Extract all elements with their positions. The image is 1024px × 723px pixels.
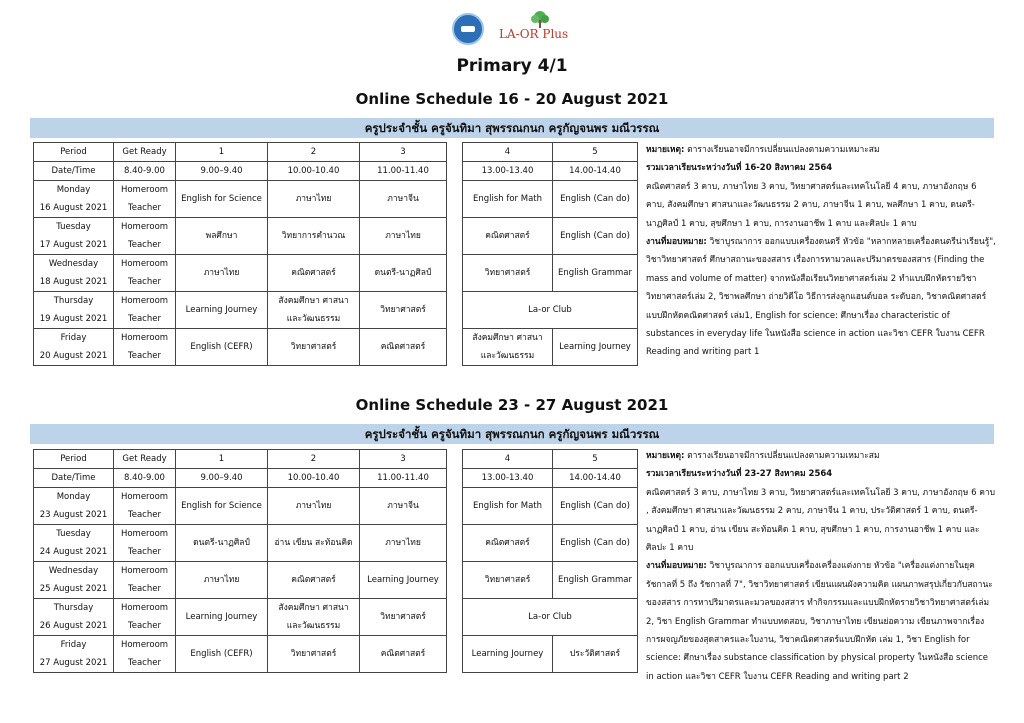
header-cell: 4 (463, 450, 553, 469)
total-hours-label: รวมเวลาเรียนระหว่างวันที่ 23-27 สิงหาคม 2564 (646, 469, 833, 480)
subject-cell: วิทยาศาสตร์ (360, 292, 447, 329)
header-cell: Period (34, 450, 114, 469)
subject-cell: English (Can do) (553, 488, 638, 525)
subject-cell: คณิตศาสตร์ (463, 525, 553, 562)
schedule-title: Online Schedule 16 - 20 August 2021 (355, 90, 669, 108)
lunch-gap (447, 450, 463, 673)
time-cell: 14.00-14.40 (553, 162, 638, 181)
total-hours-text: คณิตศาสตร์ 3 คาบ, ภาษาไทย 3 คาบ, วิทยาศาสตร์และเทคโนโลยี 3 คาบ, ภาษาอังกฤษ 6 คาบ , สังคมศึกษา ศาสนาและวัฒนธรรม 2 คาบ, ภาษาจีน 1 คาบ, ประวัติศาสตร์ 1 คาบ, ดนตรี-นาฏศิลป์ 1 คาบ, อ่าน เขียน สะท้อนคิด 1 คาบ, สุขศึกษา 1 คาบ, การงานอาชีพ 1 คาบ และ ศิลปะ 1 คาบ (646, 487, 996, 554)
subject-cell: ภาษาไทย (176, 562, 268, 599)
time-cell: 10.00-10.40 (268, 469, 360, 488)
subject-cell: วิทยาศาสตร์ (463, 255, 553, 292)
subject-cell: English (Can do) (553, 525, 638, 562)
subject-cell: ภาษาไทย (176, 255, 268, 292)
day-cell: Wednesday 18 August 2021 (34, 255, 114, 292)
homeroom-cell: Homeroom Teacher (114, 599, 176, 636)
subject-cell: วิทยาศาสตร์ (463, 562, 553, 599)
time-cell: Date/Time (34, 469, 114, 488)
subject-cell: English (CEFR) (176, 636, 268, 673)
subject-cell: ภาษาไทย (268, 181, 360, 218)
time-cell: 8.40-9.00 (114, 469, 176, 488)
day-cell: Tuesday 17 August 2021 (34, 218, 114, 255)
subject-cell: English (Can do) (553, 181, 638, 218)
table-row (34, 636, 638, 673)
homeroom-cell: Homeroom Teacher (114, 329, 176, 366)
table-row (34, 255, 638, 292)
page-title: Primary 4/1 (456, 56, 568, 76)
day-cell: Monday 23 August 2021 (34, 488, 114, 525)
time-cell: 11.00-11.40 (360, 469, 447, 488)
subject-cell: คณิตศาสตร์ (268, 255, 360, 292)
time-row (34, 469, 638, 488)
time-cell: 14.00-14.40 (553, 469, 638, 488)
subject-cell: English for Science (176, 488, 268, 525)
subject-cell: English (CEFR) (176, 329, 268, 366)
subject-cell: ภาษาจีน (360, 181, 447, 218)
homeroom-cell: Homeroom Teacher (114, 488, 176, 525)
header-cell: 3 (360, 143, 447, 162)
schedule-table (33, 449, 638, 673)
subject-cell: สังคมศึกษา ศาสนา และวัฒนธรรม (268, 599, 360, 636)
time-cell: 8.40-9.00 (114, 162, 176, 181)
header-cell: 1 (176, 450, 268, 469)
remark-label: หมายเหตุ: (646, 451, 685, 461)
subject-cell: Learning Journey (463, 636, 553, 673)
day-cell: Friday 20 August 2021 (34, 329, 114, 366)
assignment-text: วิชาบูรณาการ ออกแบบเครื่องดนตรี หัวข้อ "หลากหลายเครื่องดนตรีน่าเรียนรู้", วิชาวิทยาศาสตร์ ศึกษาสถานะของสสาร เรื่องการหามวลและปริมาตรของสสาร (Finding the mass and volume of matter) จากหนังสือเรียนวิทยาศาสตร์เล่ม 2 ทำแบบฝึกหัดรายวิชาวิทยาศาสตร์เล่ม 2, วิชาพลศึกษา ถ่ายวิดีโอ วิธีการส่งลูกแฮนด์บอล ระดับอก, วิชาคณิตศาสตร์ แบบฝึกหัดคณิตศาสตร์ เล่ม1, English for science: ศึกษาเรื่อง characteristic of substances in everyday life ในหนังสือ science in action และวิชา CEFR ใบงาน CEFR Reading and writing part 1 (646, 237, 996, 358)
schedule-title: Online Schedule 23 - 27 August 2021 (355, 396, 669, 414)
subject-cell: ประวัติศาสตร์ (553, 636, 638, 673)
subject-cell: English Grammar (553, 562, 638, 599)
total-hours-label: รวมเวลาเรียนระหว่างวันที่ 16-20 สิงหาคม 2564 (646, 163, 833, 174)
time-cell: 13.00-13.40 (463, 162, 553, 181)
logo-text: LA-OR Plus (499, 27, 569, 41)
subject-cell: Learning Journey (176, 599, 268, 636)
homeroom-cell: Homeroom Teacher (114, 292, 176, 329)
school-seal-logo (452, 13, 484, 45)
table-row (34, 562, 638, 599)
lunch-gap (447, 143, 463, 366)
time-cell: 13.00-13.40 (463, 469, 553, 488)
subject-cell: ดนตรี-นาฏศิลป์ (176, 525, 268, 562)
subject-cell: ภาษาไทย (360, 218, 447, 255)
homeroom-cell: Homeroom Teacher (114, 218, 176, 255)
table-row (34, 488, 638, 525)
header-cell: 3 (360, 450, 447, 469)
table-row (34, 599, 638, 636)
header-cell: 2 (268, 143, 360, 162)
homeroom-cell: Homeroom Teacher (114, 525, 176, 562)
remark-text: ตารางเรียนอาจมีการเปลี่ยนแปลงตามความเหมาะสม (684, 145, 880, 155)
header-cell: 4 (463, 143, 553, 162)
teacher-bar: ครูประจำชั้น ครูจันทิมา สุพรรณกนก ครูกัญจนพร มณีวรรณ (30, 424, 994, 444)
subject-cell: วิทยาศาสตร์ (268, 329, 360, 366)
subject-cell: วิทยาการคำนวณ (268, 218, 360, 255)
subject-cell: Learning Journey (553, 329, 638, 366)
time-cell: 9.00–9.40 (176, 469, 268, 488)
day-cell: Wednesday 25 August 2021 (34, 562, 114, 599)
subject-cell: วิทยาศาสตร์ (360, 599, 447, 636)
subject-cell: English for Science (176, 181, 268, 218)
day-cell: Thursday 26 August 2021 (34, 599, 114, 636)
logo-area (0, 10, 1024, 50)
day-cell: Monday 16 August 2021 (34, 181, 114, 218)
header-cell: Get Ready (114, 450, 176, 469)
subject-cell: ดนตรี-นาฏศิลป์ (360, 255, 447, 292)
assignment-label: งานที่มอบหมาย: (646, 561, 707, 572)
subject-cell: ภาษาจีน (360, 488, 447, 525)
subject-cell: สังคมศึกษา ศาสนา และวัฒนธรรม (268, 292, 360, 329)
subject-cell: English (Can do) (553, 218, 638, 255)
table-row (34, 181, 638, 218)
table-row (34, 292, 638, 329)
subject-cell: วิทยาศาสตร์ (268, 636, 360, 673)
club-cell: La-or Club (463, 292, 638, 329)
time-cell: 10.00-10.40 (268, 162, 360, 181)
subject-cell: ภาษาไทย (360, 525, 447, 562)
subject-cell: ภาษาไทย (268, 488, 360, 525)
subject-cell: English for Math (463, 488, 553, 525)
table-row (34, 218, 638, 255)
time-cell: 9.00–9.40 (176, 162, 268, 181)
assignment-label: งานที่มอบหมาย: (646, 237, 707, 248)
day-cell: Thursday 19 August 2021 (34, 292, 114, 329)
subject-cell: English for Math (463, 181, 553, 218)
header-cell: Get Ready (114, 143, 176, 162)
remark-label: หมายเหตุ: (646, 145, 685, 155)
table-header-row (34, 450, 638, 469)
day-cell: Tuesday 24 August 2021 (34, 525, 114, 562)
header-cell: Period (34, 143, 114, 162)
schedule-notes (646, 141, 996, 362)
subject-cell: คณิตศาสตร์ (268, 562, 360, 599)
header-cell: 5 (553, 143, 638, 162)
subject-cell: Learning Journey (360, 562, 447, 599)
total-hours-text: คณิตศาสตร์ 3 คาบ, ภาษาไทย 3 คาบ, วิทยาศาสตร์และเทคโนโลยี 4 คาบ, ภาษาอังกฤษ 6 คาบ, สังคมศึกษา ศาสนาและวัฒนธรรม 2 คาบ, ภาษาจีน 1 คาบ, พลศึกษา 1 คาบ, ดนตรี-นาฏศิลป์ 1 คาบ, สุขศึกษา 1 คาบ, การงานอาชีพ 1 คาบ และศิลปะ 1 คาบ (646, 181, 977, 229)
schedule-table (33, 142, 638, 366)
club-cell: La-or Club (463, 599, 638, 636)
table-header-row (34, 143, 638, 162)
time-cell: 11.00-11.40 (360, 162, 447, 181)
subject-cell: Learning Journey (176, 292, 268, 329)
subject-cell: สังคมศึกษา ศาสนา และวัฒนธรรม (463, 329, 553, 366)
subject-cell: อ่าน เขียน สะท้อนคิด (268, 525, 360, 562)
schedule-notes (646, 447, 996, 686)
header-cell: 1 (176, 143, 268, 162)
subject-cell: คณิตศาสตร์ (360, 329, 447, 366)
time-cell: Date/Time (34, 162, 114, 181)
homeroom-cell: Homeroom Teacher (114, 181, 176, 218)
tree-logo-icon (530, 10, 550, 28)
teacher-bar: ครูประจำชั้น ครูจันทิมา สุพรรณกนก ครูกัญจนพร มณีวรรณ (30, 118, 994, 138)
homeroom-cell: Homeroom Teacher (114, 255, 176, 292)
homeroom-cell: Homeroom Teacher (114, 562, 176, 599)
header-cell: 2 (268, 450, 360, 469)
time-row (34, 162, 638, 181)
subject-cell: คณิตศาสตร์ (360, 636, 447, 673)
subject-cell: คณิตศาสตร์ (463, 218, 553, 255)
table-row (34, 329, 638, 366)
subject-cell: English Grammar (553, 255, 638, 292)
subject-cell: พลศึกษา (176, 218, 268, 255)
table-row (34, 525, 638, 562)
day-cell: Friday 27 August 2021 (34, 636, 114, 673)
header-cell: 5 (553, 450, 638, 469)
assignment-text: วิชาบูรณาการ ออกแบบเครื่องเครื่องแต่งกาย หัวข้อ "เครื่องแต่งกายในยุครัชกาลที่ 5 ถึง รัชกาลที่ 7", วิชาวิทยาศาสตร์ เขียนแผนผังความคิด แผนภาพสรุปเกี่ยวกับสถานะของสสาร การหาปริมาตรและมวลของสสาร ทำกิจกรรมและแบบฝึกหัดรายวิชาวิทยาศาสตร์เล่ม 2, วิชา English Grammar ทำแบบทดสอบ, วิชาภาษาไทย เขียนย่อความ เขียนภาพจากเรื่อง การผจญภัยของสุดสาครและใบงาน, วิชาคณิตศาสตร์แบบฝึกหัด เล่ม 1, วิชา English for science: ศึกษาเรื่อง substance classification by physical property ในหนังสือ science in action และวิชา CEFR ใบงาน CEFR Reading and writing part 2 (646, 561, 993, 682)
homeroom-cell: Homeroom Teacher (114, 636, 176, 673)
remark-text: ตารางเรียนอาจมีการเปลี่ยนแปลงตามความเหมาะสม (684, 451, 880, 461)
